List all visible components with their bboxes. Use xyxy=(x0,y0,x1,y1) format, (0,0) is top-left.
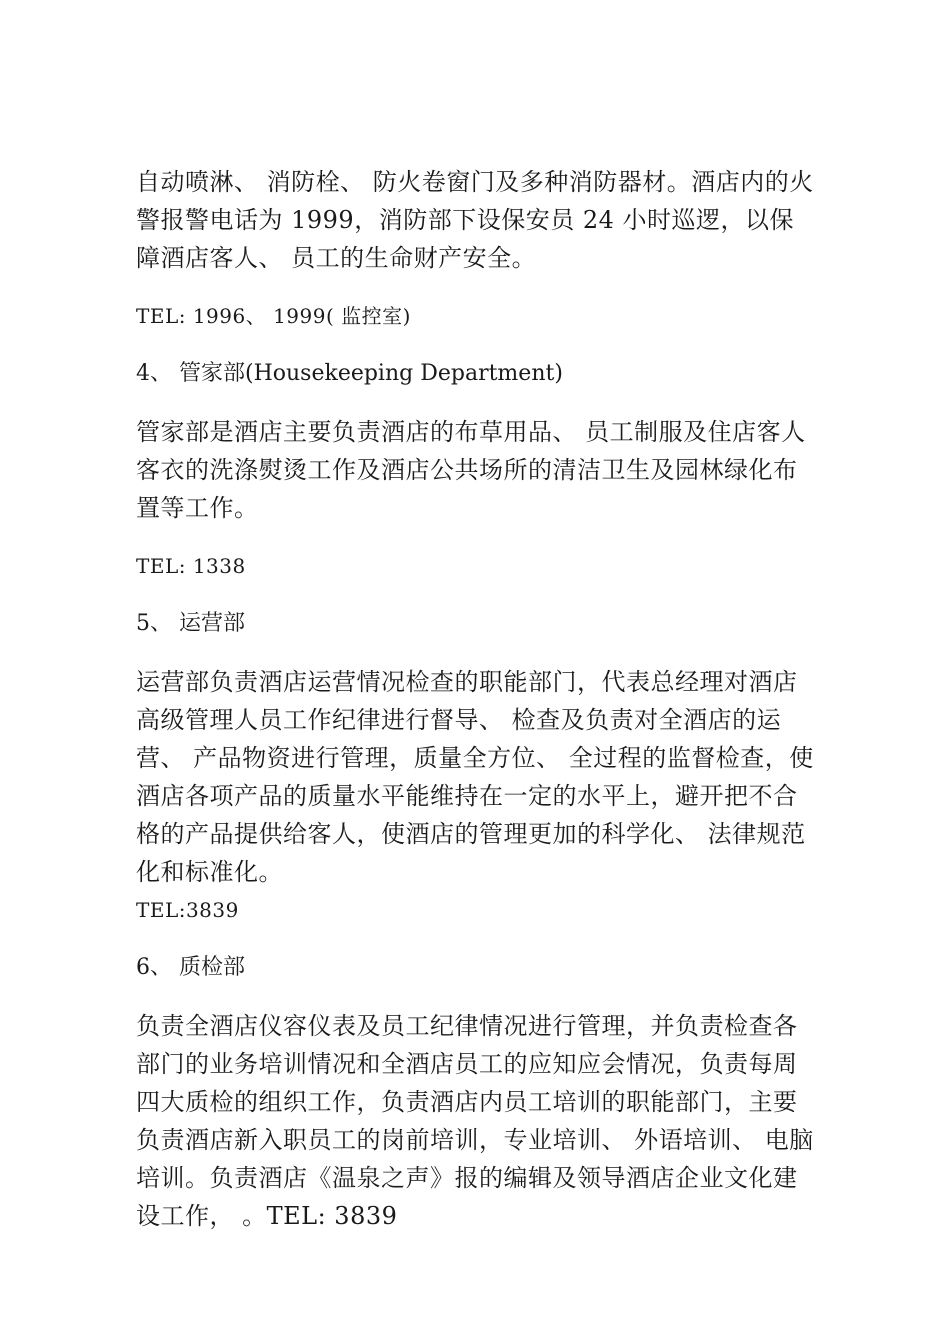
fire-tel: TEL: 1996、 1999( 监控室) xyxy=(136,304,411,328)
quality-heading: 6、 质检部 xyxy=(136,955,245,980)
housekeeping-heading: 4、 管家部(Housekeeping Department) xyxy=(136,361,563,386)
fire-paragraph: 自动喷淋、 消防栓、 防火卷窗门及多种消防器材。酒店内的火警报警电话为 1999，消防部下设保安员 24 小时巡逻，以保障酒店客人、 员工的生命财产安全。 xyxy=(136,168,814,272)
operations-heading: 5、 运营部 xyxy=(136,611,245,636)
document-page xyxy=(136,163,816,1235)
housekeeping-tel: TEL: 1338 xyxy=(136,554,246,578)
quality-paragraph: 负责全酒店仪容仪表及员工纪律情况进行管理，并负责检查各部门的业务培训情况和全酒店员工的应知应会情况，负责每周四大质检的组织工作，负责酒店内员工培训的职能部门，主要负责酒店新入职员工的岗前培训，专业培训、 外语培训、 电脑培训。负责酒店《温泉之声》报的编辑及领导酒店企业文化建设工作， 。TEL: 3839 xyxy=(136,1012,814,1230)
operations-paragraph: 运营部负责酒店运营情况检查的职能部门，代表总经理对酒店高级管理人员工作纪律进行督导、 检查及负责对全酒店的运营、 产品物资进行管理，质量全方位、 全过程的监督检查，使酒店各项产品的质量水平能维持在一定的水平上，避开把不合格的产品提供给客人，使酒店的管理更加的科学化、 法律规范化和标准化。 xyxy=(136,668,814,886)
operations-tel: TEL:3839 xyxy=(136,898,239,922)
housekeeping-paragraph: 管家部是酒店主要负责酒店的布草用品、 员工制服及住店客人客衣的洗涤熨烫工作及酒店公共场所的清洁卫生及园林绿化布置等工作。 xyxy=(136,418,806,522)
